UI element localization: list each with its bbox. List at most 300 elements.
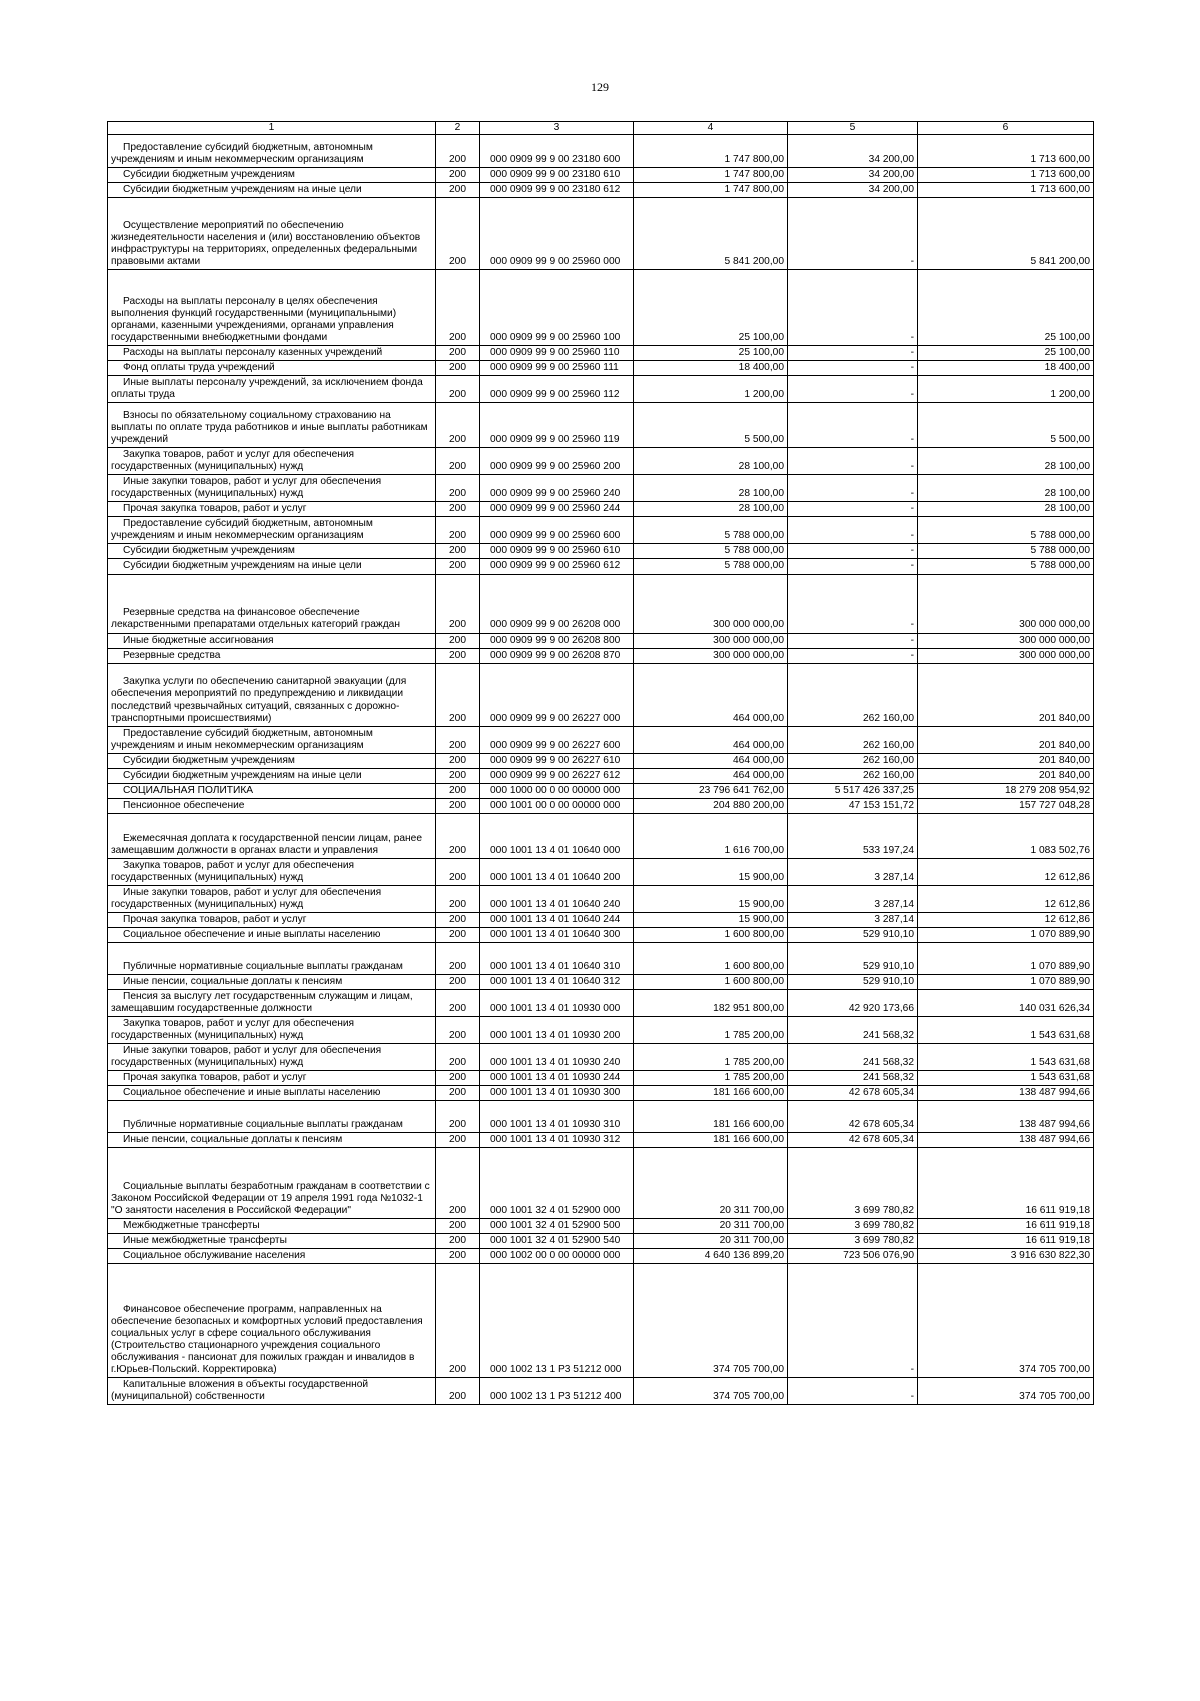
table-row: [108, 648, 1094, 663]
table-cell: 000 1001 13 4 01 10640 244: [480, 912, 634, 927]
table-cell: 000 1001 13 4 01 10930 000: [480, 989, 634, 1016]
table-cell: 200: [436, 1017, 480, 1044]
table-row: [108, 912, 1094, 927]
table-cell: Прочая закупка товаров, работ и услуг: [108, 1071, 436, 1086]
table-cell: 000 1001 32 4 01 52900 500: [480, 1219, 634, 1234]
table-cell: 5 841 200,00: [634, 198, 788, 270]
table-cell: 5 841 200,00: [918, 198, 1094, 270]
table-cell: Субсидии бюджетным учреждениям: [108, 544, 436, 559]
table-cell: 1 070 889,90: [918, 942, 1094, 974]
table-cell: Субсидии бюджетным учреждениям на иные цели: [108, 183, 436, 198]
table-cell: Социальное обеспечение и иные выплаты населению: [108, 1086, 436, 1101]
table-cell: 000 1001 13 4 01 10640 240: [480, 885, 634, 912]
table-cell: 42 678 605,34: [788, 1133, 918, 1148]
table-cell: 374 705 700,00: [634, 1264, 788, 1378]
table-cell: Расходы на выплаты персоналу казенных учреждений: [108, 346, 436, 361]
table-cell: Публичные нормативные социальные выплаты гражданам: [108, 942, 436, 974]
table-cell: 200: [436, 270, 480, 346]
table-cell: 1 713 600,00: [918, 135, 1094, 168]
header-cell: 4: [634, 122, 788, 135]
table-cell: 000 1001 13 4 01 10930 310: [480, 1101, 634, 1133]
table-header-row: [108, 122, 1094, 135]
table-cell: 000 0909 99 9 00 23180 600: [480, 135, 634, 168]
table-cell: 200: [436, 927, 480, 942]
table-cell: 34 200,00: [788, 135, 918, 168]
table-cell: 000 1001 13 4 01 10930 300: [480, 1086, 634, 1101]
table-cell: 1 600 800,00: [634, 927, 788, 942]
table-cell: 000 0909 99 9 00 26227 600: [480, 726, 634, 753]
table-cell: 28 100,00: [918, 475, 1094, 502]
table-row: [108, 753, 1094, 768]
table-cell: 138 487 994,66: [918, 1101, 1094, 1133]
table-cell: 300 000 000,00: [634, 648, 788, 663]
table-row: [108, 544, 1094, 559]
table-cell: 000 1001 13 4 01 10640 000: [480, 813, 634, 858]
table-cell: Социальное обслуживание населения: [108, 1249, 436, 1264]
table-cell: -: [788, 270, 918, 346]
table-cell: Предоставление субсидий бюджетным, автономным учреждениям и иным некоммерческим организациям: [108, 135, 436, 168]
table-cell: 181 166 600,00: [634, 1101, 788, 1133]
table-row: [108, 448, 1094, 475]
table-cell: 201 840,00: [918, 768, 1094, 783]
table-cell: Закупка товаров, работ и услуг для обеспечения государственных (муниципальных) нужд: [108, 858, 436, 885]
table-cell: 000 0909 99 9 00 25960 110: [480, 346, 634, 361]
table-cell: 000 1002 13 1 P3 51212 000: [480, 1264, 634, 1378]
table-cell: 200: [436, 783, 480, 798]
table-cell: 000 0909 99 9 00 25960 600: [480, 517, 634, 544]
table-cell: 3 699 780,82: [788, 1219, 918, 1234]
table-cell: 1 600 800,00: [634, 974, 788, 989]
table-cell: 000 0909 99 9 00 25960 000: [480, 198, 634, 270]
table-cell: Резервные средства на финансовое обеспечение лекарственными препаратами отдельных категорий граждан: [108, 574, 436, 633]
table-cell: 201 840,00: [918, 753, 1094, 768]
table-cell: Пенсионное обеспечение: [108, 798, 436, 813]
table-cell: 723 506 076,90: [788, 1249, 918, 1264]
table-cell: 529 910,10: [788, 927, 918, 942]
table-cell: 182 951 800,00: [634, 989, 788, 1016]
table-cell: Социальные выплаты безработным гражданам в соответствии с Законом Российской Федерации от 19 апреля 1991 года №1032-1 "О занятости населения в Российской Федерации": [108, 1148, 436, 1219]
table-cell: 28 100,00: [634, 502, 788, 517]
table-cell: 3 287,14: [788, 858, 918, 885]
table-cell: 200: [436, 1044, 480, 1071]
table-cell: Пенсия за выслугу лет государственным служащим и лицам, замещавшим государственные должности: [108, 989, 436, 1016]
table-cell: 28 100,00: [634, 448, 788, 475]
table-cell: -: [788, 475, 918, 502]
table-row: [108, 346, 1094, 361]
table-cell: 000 1001 13 4 01 10930 244: [480, 1071, 634, 1086]
header-cell: 3: [480, 122, 634, 135]
table-cell: 25 100,00: [918, 270, 1094, 346]
table-cell: 25 100,00: [634, 346, 788, 361]
table-cell: 20 311 700,00: [634, 1234, 788, 1249]
table-row: [108, 768, 1094, 783]
table-cell: 262 160,00: [788, 726, 918, 753]
table-cell: 000 0909 99 9 00 23180 612: [480, 183, 634, 198]
table-cell: Иные пенсии, социальные доплаты к пенсиям: [108, 1133, 436, 1148]
table-cell: 204 880 200,00: [634, 798, 788, 813]
table-cell: Иные пенсии, социальные доплаты к пенсиям: [108, 974, 436, 989]
table-cell: 15 900,00: [634, 912, 788, 927]
table-row: [108, 198, 1094, 270]
table-cell: 000 0909 99 9 00 25960 111: [480, 361, 634, 376]
table-cell: -: [788, 198, 918, 270]
table-cell: 262 160,00: [788, 768, 918, 783]
table-cell: -: [788, 346, 918, 361]
table-cell: 3 916 630 822,30: [918, 1249, 1094, 1264]
table-cell: 200: [436, 403, 480, 448]
table-cell: 200: [436, 648, 480, 663]
header-cell: 5: [788, 122, 918, 135]
table-cell: 262 160,00: [788, 663, 918, 726]
table-row: [108, 475, 1094, 502]
table-cell: Ежемесячная доплата к государственной пенсии лицам, ранее замещавшим должности в органах власти и управления: [108, 813, 436, 858]
header-cell: 6: [918, 122, 1094, 135]
table-cell: 374 705 700,00: [918, 1378, 1094, 1405]
table-cell: 200: [436, 346, 480, 361]
table-cell: 1 616 700,00: [634, 813, 788, 858]
table-cell: 1 747 800,00: [634, 135, 788, 168]
table-cell: 000 1000 00 0 00 00000 000: [480, 783, 634, 798]
table-cell: 241 568,32: [788, 1071, 918, 1086]
table-cell: 374 705 700,00: [918, 1264, 1094, 1378]
table-row: [108, 885, 1094, 912]
table-cell: 533 197,24: [788, 813, 918, 858]
table-cell: 1 070 889,90: [918, 974, 1094, 989]
table-cell: 1 713 600,00: [918, 183, 1094, 198]
table-cell: Предоставление субсидий бюджетным, автономным учреждениям и иным некоммерческим организациям: [108, 517, 436, 544]
table-cell: -: [788, 559, 918, 574]
table-cell: 000 1001 32 4 01 52900 540: [480, 1234, 634, 1249]
table-cell: Публичные нормативные социальные выплаты гражданам: [108, 1101, 436, 1133]
table-row: [108, 574, 1094, 633]
table-cell: 200: [436, 361, 480, 376]
table-cell: Иные закупки товаров, работ и услуг для обеспечения государственных (муниципальных) нужд: [108, 885, 436, 912]
table-cell: 3 287,14: [788, 912, 918, 927]
table-cell: 18 400,00: [918, 361, 1094, 376]
table-cell: -: [788, 574, 918, 633]
table-cell: 000 1001 13 4 01 10930 312: [480, 1133, 634, 1148]
table-cell: 1 083 502,76: [918, 813, 1094, 858]
table-cell: 28 100,00: [918, 448, 1094, 475]
table-cell: 3 699 780,82: [788, 1234, 918, 1249]
table-cell: 201 840,00: [918, 663, 1094, 726]
table-cell: 1 747 800,00: [634, 168, 788, 183]
table-cell: 201 840,00: [918, 726, 1094, 753]
table-cell: 262 160,00: [788, 753, 918, 768]
table-cell: 200: [436, 198, 480, 270]
table-cell: 200: [436, 942, 480, 974]
table-row: [108, 1234, 1094, 1249]
table-cell: 200: [436, 168, 480, 183]
table-cell: 000 1001 00 0 00 00000 000: [480, 798, 634, 813]
table-cell: 5 788 000,00: [918, 544, 1094, 559]
table-cell: Социальное обеспечение и иные выплаты населению: [108, 927, 436, 942]
table-cell: 000 1001 13 4 01 10640 312: [480, 974, 634, 989]
table-cell: Иные межбюджетные трансферты: [108, 1234, 436, 1249]
table-cell: 5 788 000,00: [918, 517, 1094, 544]
table-cell: 000 0909 99 9 00 25960 612: [480, 559, 634, 574]
header-cell: 1: [108, 122, 436, 135]
table-cell: 200: [436, 1133, 480, 1148]
table-cell: 25 100,00: [918, 346, 1094, 361]
table-row: [108, 1071, 1094, 1086]
table-cell: 157 727 048,28: [918, 798, 1094, 813]
table-cell: 200: [436, 663, 480, 726]
table-cell: 23 796 641 762,00: [634, 783, 788, 798]
table-cell: 200: [436, 1086, 480, 1101]
table-cell: 300 000 000,00: [634, 633, 788, 648]
table-cell: 241 568,32: [788, 1044, 918, 1071]
table-cell: Иные бюджетные ассигнования: [108, 633, 436, 648]
table-row: [108, 135, 1094, 168]
table-cell: 000 0909 99 9 00 25960 112: [480, 376, 634, 403]
table-cell: Субсидии бюджетным учреждениям на иные цели: [108, 768, 436, 783]
table-cell: 464 000,00: [634, 768, 788, 783]
table-cell: 000 0909 99 9 00 25960 200: [480, 448, 634, 475]
table-cell: 200: [436, 1219, 480, 1234]
table-cell: 1 713 600,00: [918, 168, 1094, 183]
table-row: [108, 1133, 1094, 1148]
table-cell: Закупка товаров, работ и услуг для обеспечения государственных (муниципальных) нужд: [108, 1017, 436, 1044]
table-cell: 464 000,00: [634, 663, 788, 726]
table-cell: 200: [436, 1071, 480, 1086]
table-cell: 200: [436, 912, 480, 927]
table-cell: 300 000 000,00: [918, 648, 1094, 663]
table-cell: 1 785 200,00: [634, 1071, 788, 1086]
table-cell: Закупка товаров, работ и услуг для обеспечения государственных (муниципальных) нужд: [108, 448, 436, 475]
table-cell: Осуществление мероприятий по обеспечению жизнедеятельности населения и (или) восстановлению объектов инфраструктуры на территориях, определенных федеральными правовыми актами: [108, 198, 436, 270]
table-row: [108, 270, 1094, 346]
table-cell: 20 311 700,00: [634, 1219, 788, 1234]
table-cell: 464 000,00: [634, 726, 788, 753]
table-cell: 200: [436, 475, 480, 502]
table-cell: 1 785 200,00: [634, 1017, 788, 1044]
table-cell: 140 031 626,34: [918, 989, 1094, 1016]
table-cell: 16 611 919,18: [918, 1219, 1094, 1234]
table-cell: 200: [436, 183, 480, 198]
table-cell: 200: [436, 753, 480, 768]
table-row: [108, 1086, 1094, 1101]
table-cell: 138 487 994,66: [918, 1086, 1094, 1101]
table-cell: Капитальные вложения в объекты государственной (муниципальной) собственности: [108, 1378, 436, 1405]
table-cell: Субсидии бюджетным учреждениям: [108, 753, 436, 768]
table-cell: 000 0909 99 9 00 25960 100: [480, 270, 634, 346]
table-cell: -: [788, 633, 918, 648]
table-row: [108, 1264, 1094, 1378]
table-cell: 200: [436, 517, 480, 544]
table-cell: 000 0909 99 9 00 26208 800: [480, 633, 634, 648]
table-cell: Субсидии бюджетным учреждениям на иные цели: [108, 559, 436, 574]
table-cell: 000 0909 99 9 00 25960 119: [480, 403, 634, 448]
table-row: [108, 1249, 1094, 1264]
table-cell: 4 640 136 899,20: [634, 1249, 788, 1264]
table-cell: 47 153 151,72: [788, 798, 918, 813]
table-cell: Резервные средства: [108, 648, 436, 663]
table-cell: Фонд оплаты труда учреждений: [108, 361, 436, 376]
table-cell: 200: [436, 544, 480, 559]
table-cell: 200: [436, 1148, 480, 1219]
table-cell: 200: [436, 989, 480, 1016]
table-cell: 000 1002 00 0 00 00000 000: [480, 1249, 634, 1264]
table-cell: 300 000 000,00: [634, 574, 788, 633]
table-cell: 1 600 800,00: [634, 942, 788, 974]
table-cell: 200: [436, 1264, 480, 1378]
table-cell: 5 788 000,00: [634, 544, 788, 559]
table-row: [108, 1148, 1094, 1219]
table-row: [108, 1044, 1094, 1071]
table-cell: 200: [436, 1249, 480, 1264]
table-row: [108, 858, 1094, 885]
table-cell: 1 200,00: [918, 376, 1094, 403]
table-row: [108, 726, 1094, 753]
table-cell: 1 200,00: [634, 376, 788, 403]
table-row: [108, 559, 1094, 574]
table-cell: 200: [436, 1234, 480, 1249]
table-cell: -: [788, 544, 918, 559]
table-cell: 34 200,00: [788, 183, 918, 198]
table-row: [108, 798, 1094, 813]
table-cell: -: [788, 1378, 918, 1405]
table-cell: Иные выплаты персоналу учреждений, за исключением фонда оплаты труда: [108, 376, 436, 403]
table-cell: 1 070 889,90: [918, 927, 1094, 942]
table-cell: 1 543 631,68: [918, 1017, 1094, 1044]
table-cell: 374 705 700,00: [634, 1378, 788, 1405]
table-cell: 000 0909 99 9 00 25960 240: [480, 475, 634, 502]
table-cell: Субсидии бюджетным учреждениям: [108, 168, 436, 183]
table-cell: 200: [436, 813, 480, 858]
table-cell: Финансовое обеспечение программ, направленных на обеспечение безопасных и комфортных условий предоставления социальных услуг в сфере социального обслуживания (Строительство стационарного учреждения социального обслуживания - пансионат для пожилых граждан и инвалидов в г.Юрьев-Польский. Корректировка): [108, 1264, 436, 1378]
table-cell: 000 0909 99 9 00 25960 610: [480, 544, 634, 559]
table-cell: 000 0909 99 9 00 26227 612: [480, 768, 634, 783]
table-cell: Прочая закупка товаров, работ и услуг: [108, 502, 436, 517]
table-cell: -: [788, 376, 918, 403]
table-cell: 42 678 605,34: [788, 1101, 918, 1133]
table-cell: 1 543 631,68: [918, 1071, 1094, 1086]
table-cell: -: [788, 502, 918, 517]
table-cell: 200: [436, 798, 480, 813]
table-cell: 5 500,00: [918, 403, 1094, 448]
table-cell: 241 568,32: [788, 1017, 918, 1044]
table-cell: 5 788 000,00: [634, 559, 788, 574]
table-cell: 000 1001 13 4 01 10640 310: [480, 942, 634, 974]
table-cell: 464 000,00: [634, 753, 788, 768]
table-cell: Прочая закупка товаров, работ и услуг: [108, 912, 436, 927]
table-cell: 300 000 000,00: [918, 633, 1094, 648]
table-row: [108, 974, 1094, 989]
table-cell: 529 910,10: [788, 974, 918, 989]
table-cell: 000 0909 99 9 00 26227 610: [480, 753, 634, 768]
table-cell: -: [788, 361, 918, 376]
table-cell: 000 1001 32 4 01 52900 000: [480, 1148, 634, 1219]
table-cell: Предоставление субсидий бюджетным, автономным учреждениям и иным некоммерческим организациям: [108, 726, 436, 753]
table-row: [108, 1378, 1094, 1405]
table-row: [108, 376, 1094, 403]
table-row: [108, 183, 1094, 198]
table-cell: Иные закупки товаров, работ и услуг для обеспечения государственных (муниципальных) нужд: [108, 475, 436, 502]
table-cell: 200: [436, 885, 480, 912]
table-cell: 20 311 700,00: [634, 1148, 788, 1219]
table-cell: -: [788, 1264, 918, 1378]
table-row: [108, 927, 1094, 942]
table-cell: 5 517 426 337,25: [788, 783, 918, 798]
table-cell: 200: [436, 574, 480, 633]
table-cell: 000 1001 13 4 01 10930 240: [480, 1044, 634, 1071]
table-cell: 15 900,00: [634, 858, 788, 885]
table-cell: 200: [436, 974, 480, 989]
table-cell: 28 100,00: [918, 502, 1094, 517]
table-cell: СОЦИАЛЬНАЯ ПОЛИТИКА: [108, 783, 436, 798]
table-cell: 181 166 600,00: [634, 1086, 788, 1101]
table-row: [108, 1219, 1094, 1234]
table-cell: 5 500,00: [634, 403, 788, 448]
table-cell: Расходы на выплаты персоналу в целях обеспечения выполнения функций государственными (муниципальными) органами, казенными учреждениями, органами управления государственными внебюджетными фондами: [108, 270, 436, 346]
table-row: [108, 168, 1094, 183]
table-row: [108, 663, 1094, 726]
table-row: [108, 942, 1094, 974]
table-cell: 5 788 000,00: [918, 559, 1094, 574]
table-row: [108, 813, 1094, 858]
table-cell: 200: [436, 768, 480, 783]
table-cell: 200: [436, 726, 480, 753]
table-cell: Закупка услуги по обеспечению санитарной эвакуации (для обеспечения мероприятий по предупреждению и ликвидации последствий чрезвычайных ситуаций, связанных с дорожно-транспортными происшествиями): [108, 663, 436, 726]
header-cell: 2: [436, 122, 480, 135]
table-row: [108, 633, 1094, 648]
table-cell: 12 612,86: [918, 858, 1094, 885]
table-cell: Межбюджетные трансферты: [108, 1219, 436, 1234]
table-cell: 000 1002 13 1 P3 51212 400: [480, 1378, 634, 1405]
table-cell: 200: [436, 135, 480, 168]
table-cell: 16 611 919,18: [918, 1148, 1094, 1219]
table-cell: Взносы по обязательному социальному страхованию на выплаты по оплате труда работников и иные выплаты работникам учреждений: [108, 403, 436, 448]
table-row: [108, 502, 1094, 517]
table-cell: 000 1001 13 4 01 10640 200: [480, 858, 634, 885]
table-cell: Иные закупки товаров, работ и услуг для обеспечения государственных (муниципальных) нужд: [108, 1044, 436, 1071]
table-cell: 12 612,86: [918, 912, 1094, 927]
table-cell: 181 166 600,00: [634, 1133, 788, 1148]
table-cell: 3 287,14: [788, 885, 918, 912]
table-cell: 18 279 208 954,92: [918, 783, 1094, 798]
table-cell: 1 543 631,68: [918, 1044, 1094, 1071]
table-cell: 12 612,86: [918, 885, 1094, 912]
table-cell: -: [788, 448, 918, 475]
table-cell: 200: [436, 448, 480, 475]
page-number: 129: [591, 80, 609, 94]
table-cell: 529 910,10: [788, 942, 918, 974]
table-cell: 200: [436, 376, 480, 403]
table-cell: 1 785 200,00: [634, 1044, 788, 1071]
table-row: [108, 1101, 1094, 1133]
table-cell: 000 1001 13 4 01 10640 300: [480, 927, 634, 942]
table-cell: -: [788, 403, 918, 448]
table-cell: 200: [436, 559, 480, 574]
table-row: [108, 403, 1094, 448]
table-cell: 28 100,00: [634, 475, 788, 502]
table-cell: 200: [436, 1101, 480, 1133]
table-cell: 18 400,00: [634, 361, 788, 376]
table-cell: 300 000 000,00: [918, 574, 1094, 633]
table-cell: 200: [436, 858, 480, 885]
table-cell: 34 200,00: [788, 168, 918, 183]
table-cell: 3 699 780,82: [788, 1148, 918, 1219]
table-row: [108, 517, 1094, 544]
table-cell: 15 900,00: [634, 885, 788, 912]
table-cell: 42 678 605,34: [788, 1086, 918, 1101]
table-cell: 000 0909 99 9 00 23180 610: [480, 168, 634, 183]
budget-table: [107, 121, 1094, 1405]
table-cell: 1 747 800,00: [634, 183, 788, 198]
table-cell: 000 0909 99 9 00 26208 870: [480, 648, 634, 663]
table-row: [108, 989, 1094, 1016]
